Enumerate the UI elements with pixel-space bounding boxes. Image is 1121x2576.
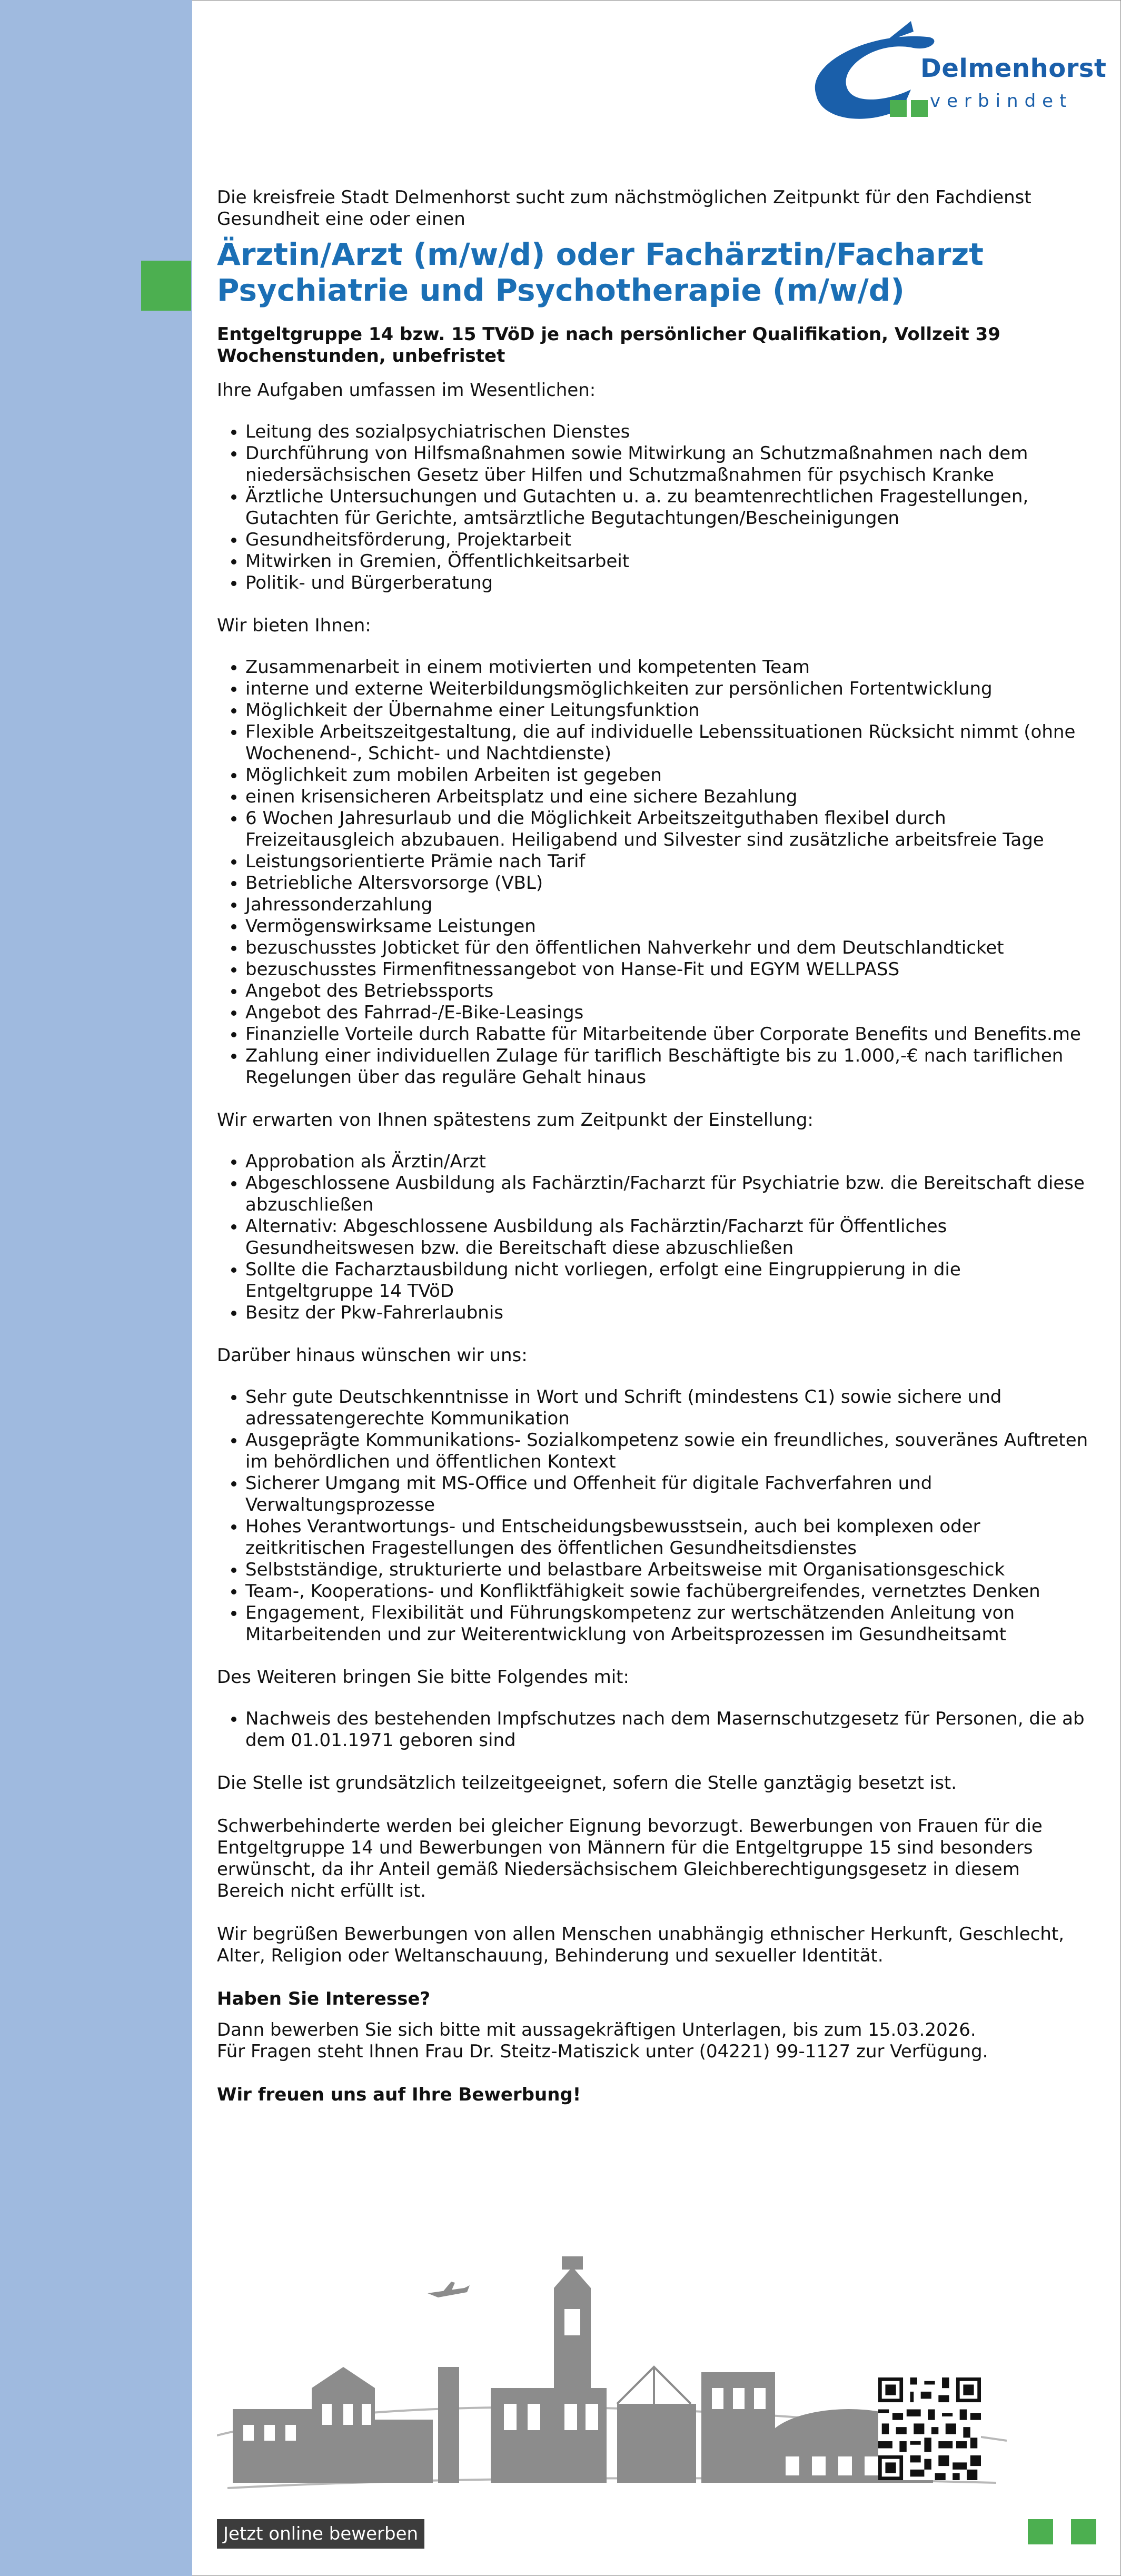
- headline-marker-square: [141, 261, 191, 311]
- list-item: • Finanzielle Vorteile durch Rabatte für Mitarbeitende über Corporate Benefits und Benefits.me: [245, 1024, 1091, 1045]
- pay-grade-line: Entgeltgruppe 14 bzw. 15 TVöD je nach persönlicher Qualifikation, Vollzeit 39 Wochenstunden, unbefristet: [217, 324, 1000, 366]
- list-item: • Durchführung von Hilfsmaßnahmen sowie Mitwirkung an Schutzmaßnahmen nach dem niedersächsischen Gesetz über Hilfen und Schutzmaßnahmen für psychisch Kranke: [245, 443, 1091, 486]
- offers-heading: Wir bieten Ihnen:: [217, 615, 371, 636]
- delmenhorst-logo: [806, 21, 1107, 126]
- job-title-line-2: Psychiatrie und Psychotherapie (m/w/d): [217, 272, 905, 308]
- logo-wordmark: Delmenhorst: [920, 54, 1107, 83]
- apply-online-button[interactable]: Jetzt online bewerben: [217, 2519, 424, 2549]
- offers-list: [217, 657, 1091, 1088]
- job-title: [217, 236, 1091, 308]
- list-item: • Möglichkeit zum mobilen Arbeiten ist gegeben: [245, 765, 1091, 786]
- list-item: • Flexible Arbeitszeitgestaltung, die auf individuelle Lebenssituationen Rücksicht nimmt (ohne Wochenend-, Schicht- und Nachtdienste): [245, 721, 1091, 765]
- requirements-heading: Wir erwarten von Ihnen spätestens zum Zeitpunkt der Einstellung:: [217, 1109, 814, 1131]
- contact-info: Für Fragen steht Ihnen Frau Dr. Steitz-Matiszick unter (04221) 99-1127 zur Verfügung.: [217, 2041, 988, 2062]
- tasks-heading: Ihre Aufgaben umfassen im Wesentlichen:: [217, 380, 596, 401]
- list-item: • Zusammenarbeit in einem motivierten und kompetenten Team: [245, 657, 1091, 678]
- job-title-line-1: Ärztin/Arzt (m/w/d) oder Fachärztin/Facharzt: [217, 236, 984, 272]
- list-item: • Gesundheitsförderung, Projektarbeit: [245, 529, 1091, 551]
- diversity-note: Wir begrüßen Bewerbungen von allen Menschen unabhängig ethnischer Herkunft, Geschlecht, Alter, Religion oder Weltanschauung, Behinderung und sexueller Identität.: [217, 1924, 1065, 1966]
- tasks-list: [217, 421, 1091, 594]
- list-item: • Ärztliche Untersuchungen und Gutachten u. a. zu beamtenrechtlichen Fragestellungen, Gutachten für Gerichte, amtsärztliche Begutachtungen/Bescheinigungen: [245, 486, 1091, 529]
- list-item: • Nachweis des bestehenden Impfschutzes nach dem Masernschutzgesetz für Personen, die ab dem 01.01.1971 geboren sind: [245, 1708, 1091, 1751]
- list-item: • Leistungsorientierte Prämie nach Tarif: [245, 851, 1091, 873]
- list-item: • Jahressonderzahlung: [245, 894, 1091, 916]
- list-item: • Hohes Verantwortungs- und Entscheidungsbewusstsein, auch bei komplexen oder zeitkritischen Fragestellungen des öffentlichen Gesundheitsdienstes: [245, 1516, 1091, 1559]
- list-item: • Angebot des Betriebssports: [245, 980, 1091, 1002]
- further-heading: Des Weiteren bringen Sie bitte Folgendes mit:: [217, 1667, 629, 1688]
- equality-note: Schwerbehinderte werden bei gleicher Eignung bevorzugt. Bewerbungen von Frauen für die Entgeltgruppe 14 und Bewerbungen von Männern für die Entgeltgruppe 15 sind besonders erwünscht, da ihr Anteil gemäß Niedersächsischem Gleichberechtigungsgesetz in diesem Bereich nicht erfüllt ist.: [217, 1816, 1043, 1901]
- list-item: • bezuschusstes Firmenfitnessangebot von Hanse-Fit und EGYM WELLPASS: [245, 959, 1091, 980]
- list-item: • Engagement, Flexibilität und Führungskompetenz zur wertschätzenden Anleitung von Mitarbeitenden und zur Weiterentwicklung von Arbeitsprozessen im Gesundheitsamt: [245, 1602, 1091, 1646]
- job-ad-content: [217, 187, 1091, 2106]
- list-item: • Selbstständige, strukturierte und belastbare Arbeitsweise mit Organisationsgeschick: [245, 1559, 1091, 1581]
- apply-deadline: Dann bewerben Sie sich bitte mit aussagekräftigen Unterlagen, bis zum 15.03.2026.: [217, 2019, 976, 2040]
- list-item: • Möglichkeit der Übernahme einer Leitungsfunktion: [245, 700, 1091, 721]
- intro-text: Die kreisfreie Stadt Delmenhorst sucht zum nächstmöglichen Zeitpunkt für den Fachdienst Gesundheit eine oder einen: [217, 187, 1031, 230]
- list-item: • Sollte die Facharztausbildung nicht vorliegen, erfolgt eine Eingruppierung in die Entgeltgruppe 14 TVöD: [245, 1259, 1091, 1302]
- wishes-list: [217, 1386, 1091, 1646]
- list-item: • Zahlung einer individuellen Zulage für tariflich Beschäftigte bis zu 1.000,-€ nach tariflichen Regelungen über das reguläre Gehalt hinaus: [245, 1045, 1091, 1088]
- list-item: • Sehr gute Deutschkenntnisse in Wort und Schrift (mindestens C1) sowie sichere und adressatengerechte Kommunikation: [245, 1386, 1091, 1430]
- list-item: • 6 Wochen Jahresurlaub und die Möglichkeit Arbeitszeitguthaben flexibel durch Freizeitausgleich abzubauen. Heiligabend und Silvester sind zusätzliche arbeitsfreie Tage: [245, 808, 1091, 851]
- list-item: • einen krisensicheren Arbeitsplatz und eine sichere Bezahlung: [245, 786, 1091, 808]
- wishes-heading: Darüber hinaus wünschen wir uns:: [217, 1345, 528, 1366]
- requirements-list: [217, 1151, 1091, 1324]
- list-item: • Betriebliche Altersvorsorge (VBL): [245, 873, 1091, 894]
- list-item: • Angebot des Fahrrad-/E-Bike-Leasings: [245, 1002, 1091, 1024]
- qr-code-icon[interactable]: [878, 2377, 981, 2480]
- list-item: • Leitung des sozialpsychiatrischen Dienstes: [245, 421, 1091, 443]
- list-item: • Alternativ: Abgeschlossene Ausbildung als Fachärztin/Facharzt für Öffentliches Gesundheitswesen bzw. die Bereitschaft diese abzuschließen: [245, 1216, 1091, 1259]
- footer-green-square-left: [1028, 2519, 1053, 2544]
- list-item: • Approbation als Ärztin/Arzt: [245, 1151, 1091, 1173]
- list-item: • Politik- und Bürgerberatung: [245, 572, 1091, 594]
- list-item: • Vermögenswirksame Leistungen: [245, 916, 1091, 937]
- left-sidebar-band: [0, 0, 192, 2576]
- list-item: • bezuschusstes Jobticket für den öffentlichen Nahverkehr und dem Deutschlandticket: [245, 937, 1091, 959]
- interest-heading: Haben Sie Interesse?: [217, 1988, 431, 2009]
- list-item: • Besitz der Pkw-Fahrerlaubnis: [245, 1302, 1091, 1324]
- list-item: • Ausgeprägte Kommunikations- Sozialkompetenz sowie ein freundliches, souveränes Auftreten im behördlichen und öffentlichen Kontext: [245, 1430, 1091, 1473]
- list-item: • Team-, Kooperations- und Konfliktfähigkeit sowie fachübergreifendes, vernetztes Denken: [245, 1581, 1091, 1602]
- list-item: • Mitwirken in Gremien, Öffentlichkeitsarbeit: [245, 551, 1091, 572]
- list-item: • interne und externe Weiterbildungsmöglichkeiten zur persönlichen Fortentwicklung: [245, 678, 1091, 700]
- list-item: • Abgeschlossene Ausbildung als Fachärztin/Facharzt für Psychiatrie bzw. die Bereitschaft diese abzuschließen: [245, 1173, 1091, 1216]
- list-item: • Sicherer Umgang mit MS-Office und Offenheit für digitale Fachverfahren und Verwaltungsprozesse: [245, 1473, 1091, 1516]
- closing-line: Wir freuen uns auf Ihre Bewerbung!: [217, 2084, 581, 2105]
- further-list: [217, 1708, 1091, 1751]
- footer-green-square-right: [1071, 2519, 1096, 2544]
- part-time-note: Die Stelle ist grundsätzlich teilzeitgeeignet, sofern die Stelle ganztägig besetzt ist.: [217, 1772, 957, 1794]
- logo-tagline: verbindet: [930, 91, 1073, 112]
